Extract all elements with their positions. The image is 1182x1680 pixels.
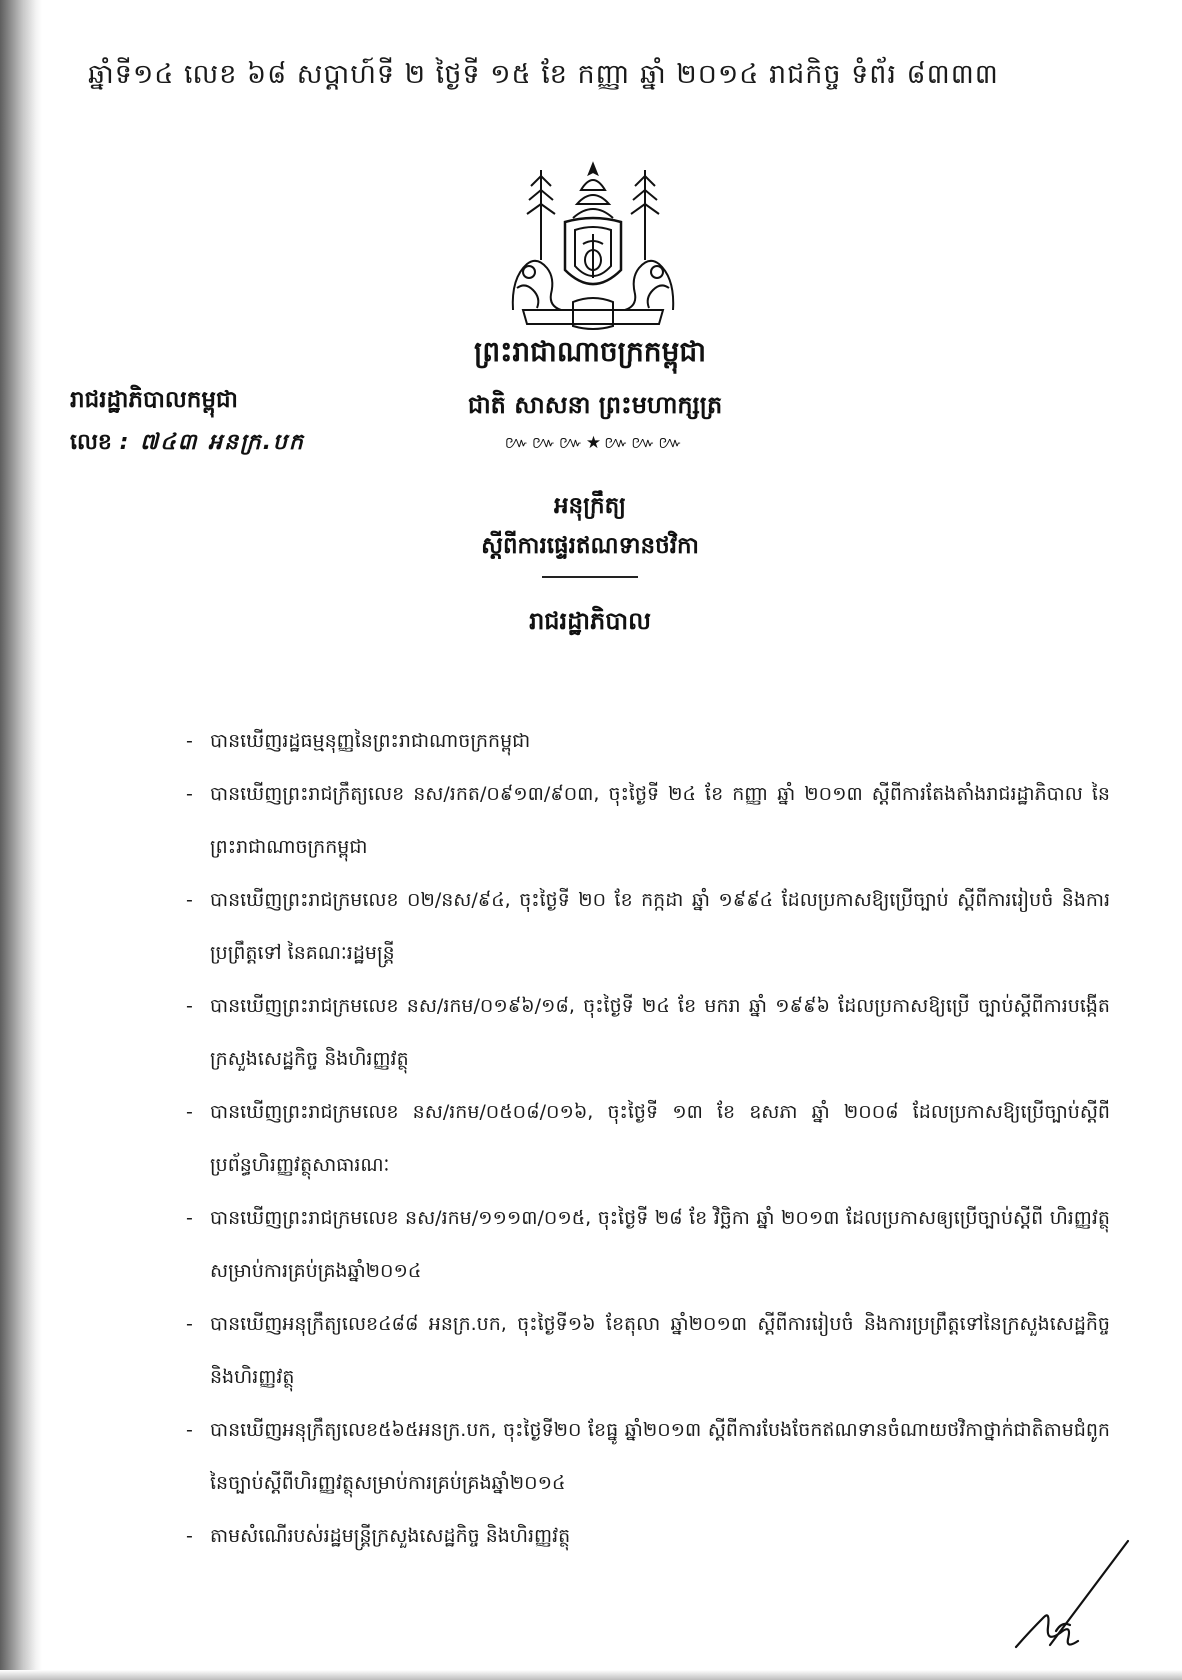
decree-type-heading: អនុក្រឹត្យ <box>553 493 627 519</box>
ornament-divider: ៚៚៚★៚៚៚ <box>504 433 686 453</box>
handwritten-signature <box>1010 1535 1140 1655</box>
national-motto: ជាតិ សាសនា ព្រះមហាក្សត្រ <box>467 391 723 419</box>
recital-item: - បានឃើញព្រះរាជក្រមលេខ ០២/នស/៩៤, ចុះថ្ងៃទី ២០ ខែ កក្កដា ឆ្នាំ ១៩៩៤ ដែលប្រកាសឱ្យប្រើច្បាប់ ស្តីពីការរៀបចំ និងការប្រព្រឹត្តទៅ នៃគណៈរដ្ឋមន្ត្រី <box>182 874 1110 980</box>
document-number-value: : ៧៤៣ អនក្រ.បក <box>119 430 305 455</box>
document-number <box>70 428 390 460</box>
recital-item: - តាមសំណើរបស់រដ្ឋមន្ត្រីក្រសួងសេដ្ឋកិច្ច និងហិរញ្ញវត្ថុ <box>182 1510 1110 1563</box>
scan-bottom-edge <box>0 1670 1182 1680</box>
document-number-label: លេខ <box>70 430 112 455</box>
recital-item: - បានឃើញព្រះរាជក្រមលេខ នស/រកម/០១៩៦/១៨, ចុះថ្ងៃទី ២៤ ខែ មករា ឆ្នាំ ១៩៩៦ ដែលប្រកាសឱ្យប្រើ ច្បាប់ស្តីពីការបង្កើតក្រសួងសេដ្ឋកិច្ច និងហិរញ្ញវត្ថុ <box>182 980 1110 1086</box>
recital-item: - បានឃើញព្រះរាជក្រមលេខ នស/រកម/០៥០៨/០១៦, ចុះថ្ងៃទី ១៣ ខែ ឧសភា ឆ្នាំ ២០០៨ ដែលប្រកាសឱ្យប្រើច្បាប់ស្តីពីប្រព័ន្ធហិរញ្ញវត្ថុសាធារណៈ <box>182 1086 1110 1192</box>
recital-item: - បានឃើញអនុក្រឹត្យលេខ៥៦៥អនក្រ.បក, ចុះថ្ងៃទី២០ ខែធ្នូ ឆ្នាំ២០១៣ ស្តីពីការបែងចែកឥណទានចំណាយថវិកាថ្នាក់ជាតិតាមជំពូកនៃច្បាប់ស្តីពីហិរញ្ញវត្ថុសម្រាប់ការគ្រប់គ្រងឆ្នាំ២០១៤ <box>182 1404 1110 1510</box>
recital-item: - បានឃើញព្រះរាជក្រឹត្យលេខ នស/រកត/០៩១៣/៩០៣, ចុះថ្ងៃទី ២៤ ខែ កញ្ញា ឆ្នាំ ២០១៣ ស្តីពីការតែងតាំងរាជរដ្ឋាភិបាល នៃព្រះរាជាណាចក្រកម្ពុជា <box>182 768 1110 874</box>
recitals-list <box>182 715 1110 1563</box>
heading-divider <box>542 576 638 578</box>
issuer-heading: រាជរដ្ឋាភិបាល <box>529 607 651 635</box>
recital-item: - បានឃើញអនុក្រឹត្យលេខ៤៨៨ អនក្រ.បក, ចុះថ្ងៃទី១៦ ខែតុលា ឆ្នាំ២០១៣ ស្តីពីការរៀបចំ និងការប្រព្រឹត្តទៅនៃក្រសួងសេដ្ឋកិច្ច និងហិរញ្ញវត្ថុ <box>182 1298 1110 1404</box>
government-name: រាជរដ្ឋាភិបាលកម្ពុជា <box>70 387 238 413</box>
royal-coat-of-arms-emblem <box>503 160 683 332</box>
recital-item: - បានឃើញរដ្ឋធម្មនុញ្ញនៃព្រះរាជាណាចក្រកម្ពុជា <box>182 715 1110 768</box>
kingdom-title: ព្រះរាជាណាចក្រកម្ពុជា <box>473 335 706 368</box>
scan-edge-shadow <box>0 0 42 1680</box>
decree-subject-heading: ស្តីពីការផ្ទេរឥណទានថវិកា <box>481 533 699 559</box>
recital-item: - បានឃើញព្រះរាជក្រមលេខ នស/រកម/១១១៣/០១៥, ចុះថ្ងៃទី ២៨ ខែ វិច្ឆិកា ឆ្នាំ ២០១៣ ដែលប្រកាសឲ្យប្រើច្បាប់ស្តីពី ហិរញ្ញវត្ថុសម្រាប់ការគ្រប់គ្រងឆ្នាំ២០១៤ <box>182 1192 1110 1298</box>
gazette-header: ឆ្នាំទី១៤ លេខ ៦៨ សប្តាហ៍ទី ២ ថ្ងៃទី ១៥ ខែ កញ្ញា ឆ្នាំ ២០១៤ រាជកិច្ច ទំព័រ ៨៣៣៣ <box>88 59 999 90</box>
